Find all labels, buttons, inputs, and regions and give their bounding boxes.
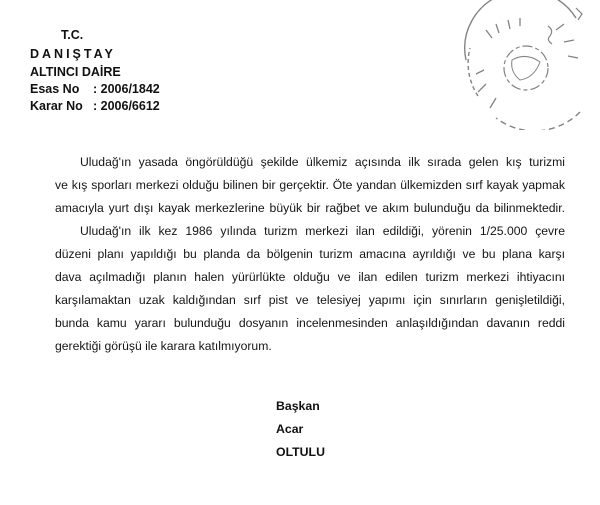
text-line-3: amacıyla yurt dışı kayak merkezlerine büyük bir rağbet ve akım bulunduğu da bilinmektedir.	[55, 201, 565, 215]
karar-label: Karar No	[30, 99, 83, 113]
seal-graphic	[456, 0, 600, 130]
esas-value: : 2006/1842	[93, 82, 160, 96]
text-line-7: karşılamaktan uzak kaldığından sırf pist ve telesiyej yapımı için sınırların genişletildiği,	[55, 293, 565, 307]
text-line-9: gerektiği görüşü ile karara katılmıyorum.	[55, 339, 272, 353]
text-line-2: ve kış sporları merkezi olduğu bilinen bir gerçektir. Öte yandan ülkemizden sırf kayak yapmak	[55, 178, 565, 192]
text-line-1: Uludağ'ın yasada öngörüldüğü şekilde ülkemiz açısında ilk sırada gelen kış turizmi	[80, 155, 565, 169]
country-label: T.C.	[61, 28, 84, 42]
esas-row	[30, 81, 160, 97]
text-line-8: bunda kamu yararı bulunduğu dosyanın incelenmesinden anlaşıldığından davanın reddi	[55, 316, 565, 330]
signature-last-name: OLTULU	[276, 445, 325, 459]
signature-first-name: Acar	[276, 422, 304, 436]
karar-value: : 2006/6612	[93, 99, 160, 113]
karar-row	[30, 98, 160, 114]
signature-title: Başkan	[276, 399, 320, 413]
text-line-5: düzeni planı yapıldığı bu planda da bölgenin turizm amacına ayrıldığı ve bu plana karşı	[55, 247, 565, 261]
court-name: DANIŞTAY	[30, 47, 116, 61]
text-line-6: dava açılmadığı planın halen yürürlükte olduğu ve ilan edilen turizm merkezi ihtiyacını	[55, 270, 565, 284]
chamber-name: ALTINCI DAİRE	[30, 65, 121, 79]
official-seal-stamp	[456, 0, 600, 130]
text-line-4: Uludağ'ın ilk kez 1986 yılında turizm merkezi ilan edildiği, yörenin 1/25.000 çevre	[80, 224, 565, 238]
esas-label: Esas No	[30, 82, 80, 96]
